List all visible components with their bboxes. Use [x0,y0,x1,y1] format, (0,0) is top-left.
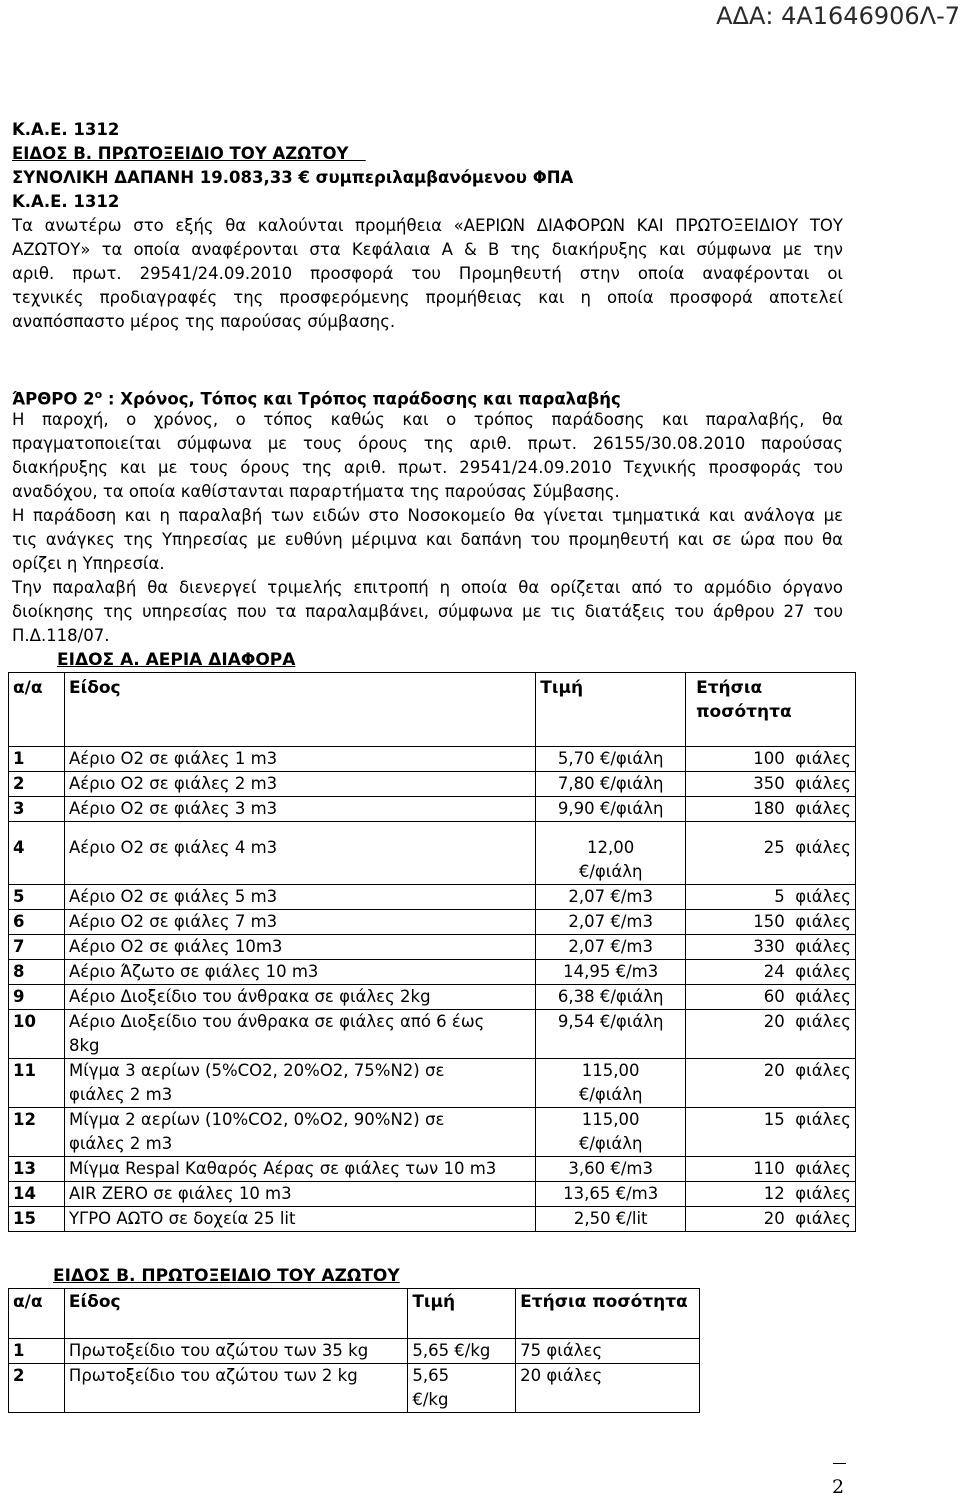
item-price-text-2: €/φιάλη [578,862,643,881]
table-a-row [9,1010,856,1059]
item-name-text: Αέριο Διοξείδιο του άνθρακα σε φιάλες 2kg [68,987,431,1006]
item-price [536,1059,686,1108]
item-qty: 20 φιάλες [516,1364,700,1413]
item-price [408,1364,516,1413]
item-qty [686,985,856,1010]
item-price-text-2: €/φιάλη [578,1085,643,1104]
item-price-text: 9,54 €/φιάλη [557,1012,664,1031]
intro-line-3: αριθ. πρωτ. 29541/24.09.2010 προσφορά του Προμηθευτή στην οποία αναφέρονται οι [12,264,843,283]
table-b-row [9,1339,700,1364]
item-name-text: Αέριο Ο2 σε φιάλες 1 m3 [68,749,278,768]
row-number: 3 [9,797,65,822]
kae-code: Κ.Α.Ε. 1312 [12,120,120,139]
page-number: 2 [832,1476,845,1498]
table-a-header-row [9,673,856,747]
item-qty [686,797,856,822]
item-price [536,1157,686,1182]
table-b-header-row [9,1289,700,1339]
article-line-3: διακήρυξης και με τους όρους της αριθ. πρωτ. 29541/24.09.2010 Τεχνικής προσφοράς του [12,458,843,477]
item-qty-unit: φιάλες [795,1159,851,1178]
item-price-text: 2,50 €/lit [573,1209,648,1228]
item-qty [686,885,856,910]
row-number: 15 [9,1207,65,1232]
item-price [536,1108,686,1157]
item-price [536,1010,686,1059]
item-price-text: 115,00 [581,1110,640,1129]
item-price-text: 5,65 [412,1366,450,1385]
article-line-1: Η παροχή, ο χρόνος, ο τόπος καθώς και ο τρόπος παράδοσης και παραλαβής, θα [12,410,843,429]
table-a-row [9,985,856,1010]
item-qty-value: 100 [753,749,785,768]
item-qty-value: 330 [753,937,785,956]
item-qty [686,960,856,985]
item-price-text: 7,80 €/φιάλη [557,774,664,793]
table-a-row [9,960,856,985]
item-qty-unit: φιάλες [795,774,851,793]
item-price [408,1339,516,1364]
intro-line-4: τεχνικές προδιαγραφές της προσφερόμενης προμήθειας και η οποία προσφορά αποτελεί [12,288,843,307]
item-name-text: Αέριο Ο2 σε φιάλες 7 m3 [68,912,278,931]
document-code: ΑΔΑ: 4Α1646906Λ-7 [716,2,960,30]
item-price-text: 5,65 €/kg [412,1341,491,1360]
item-name [64,822,535,885]
item-price [536,985,686,1010]
item-qty-unit: φιάλες [795,987,851,1006]
item-qty-value: 12 [763,1184,785,1203]
item-name-text: Μίγμα 2 αερίων (10%CO2, 0%O2, 90%N2) σε [68,1110,445,1129]
item-qty-unit: φιάλες [795,912,851,931]
total-expense: ΣΥΝΟΛΙΚΗ ΔΑΠΑΝΗ 19.083,33 € συμπεριλαμβανόμενου ΦΠΑ [12,168,574,187]
item-name [64,797,535,822]
table-a-row [9,910,856,935]
row-number: 5 [9,885,65,910]
item-name-text: ΥΓΡΟ ΑΩΤΟ σε δοχεία 25 lit [68,1209,296,1228]
table-a-row [9,1207,856,1232]
item-name-text-2: 8kg [68,1036,100,1055]
intro-line-5: αναπόσπαστο μέρος της παρούσας σύμβασης. [12,312,396,331]
item-name-text: Αέριο Ο2 σε φιάλες 10m3 [68,937,283,956]
item-name: Πρωτοξείδιο του αζώτου των 35 kg [64,1339,407,1364]
col-aa: α/α [9,1289,65,1339]
item-qty-unit: φιάλες [795,887,851,906]
item-name-text: Μίγμα 3 αερίων (5%CO2, 20%O2, 75%N2) σε [68,1061,445,1080]
item-qty-value: 60 [763,987,785,1006]
row-number: 6 [9,910,65,935]
item-name [64,960,535,985]
col-aa: α/α [9,673,65,747]
item-name-text-2: φιάλες 2 m3 [68,1085,173,1104]
item-price [536,747,686,772]
article-title: ΆΡΘΡΟ $2^o$ : Χρόνος, Τόπος και Τρόπος παράδοσης και παραλαβής [12,388,621,409]
item-name [64,747,535,772]
item-qty-value: 15 [763,1110,785,1129]
item-qty-value: 150 [753,912,785,931]
intro-line-2: ΑΖΩΤΟΥ» τα οποία αναφέρονται στα Κεφάλαια Α & Β της διακήρυξης και σύμφωνα με την [12,240,843,259]
item-qty-unit: φιάλες [795,937,851,956]
row-number: 10 [9,1010,65,1059]
item-qty-unit: φιάλες [795,838,851,857]
table-a-row [9,1059,856,1108]
item-price [536,1182,686,1207]
item-qty [686,935,856,960]
item-name [64,1010,535,1059]
item-qty: 75 φιάλες [516,1339,700,1364]
item-qty-unit: φιάλες [795,1209,851,1228]
col-qty: Ετήσια ποσότητα [516,1289,700,1339]
item-qty [686,747,856,772]
col-eidos: Είδος [64,1289,407,1339]
item-price [536,960,686,985]
item-qty [686,910,856,935]
item-qty-value: 24 [763,962,785,981]
item-name-text: AIR ZERO σε φιάλες 10 m3 [68,1184,292,1203]
row-number: 1 [9,1339,65,1364]
item-qty [686,1182,856,1207]
item-name [64,1108,535,1157]
item-name [64,1059,535,1108]
item-name-text: Αέριο Ο2 σε φιάλες 4 m3 [68,838,278,857]
item-price-text: 13,65 €/m3 [563,1184,659,1203]
eidos-b-title-text: ΕΙΔΟΣ Β. ΠΡΩΤΟΞΕΙΔΙΟ ΤΟΥ ΑΖΩΤΟΥ [12,144,349,163]
article-line-7: ορίζει η Υπηρεσία. [12,554,165,573]
row-number: 1 [9,747,65,772]
row-number: 9 [9,985,65,1010]
item-name-text: Μίγμα Respal Καθαρός Αέρας σε φιάλες των 10 m3 [68,1159,497,1178]
row-number: 4 [9,822,65,885]
item-price [536,885,686,910]
table-a-heading: ΕΙΔΟΣ Α. ΑΕΡΙΑ ΔΙΑΦΟΡΑ [57,650,296,670]
col-timi: Τιμή [408,1289,516,1339]
item-qty-value: 180 [753,799,785,818]
article-line-10: Π.Δ.118/07. [12,626,110,645]
item-price [536,822,686,885]
item-qty-unit: φιάλες [795,1184,851,1203]
item-price [536,935,686,960]
item-qty-unit: φιάλες [795,749,851,768]
item-qty [686,1010,856,1059]
item-qty-value: 25 [763,838,785,857]
item-name-text-2: φιάλες 2 m3 [68,1134,173,1153]
item-price-text: 3,60 €/m3 [568,1159,653,1178]
article-line-5: Η παράδοση και η παραλαβή των ειδών στο Νοσοκομείο θα γίνεται τμηματικά και ανάλογα με [12,506,843,525]
intro-line-1: Τα ανωτέρω στο εξής θα καλούνται προμήθεια «ΑΕΡΙΩΝ ΔΙΑΦΟΡΩΝ ΚΑΙ ΠΡΩΤΟΞΕΙΔΙΟΥ ΤΟΥ [12,216,843,235]
row-number: 13 [9,1157,65,1182]
item-price-text: 2,07 €/m3 [568,912,653,931]
table-b [8,1288,700,1413]
item-qty-value: 20 [763,1012,785,1031]
row-number: 12 [9,1108,65,1157]
item-name: Πρωτοξείδιο του αζώτου των 2 kg [64,1364,407,1413]
item-price-text-2: €/kg [412,1390,449,1409]
item-qty-unit: φιάλες [795,1061,851,1080]
item-qty-value: 5 [774,887,785,906]
table-a-row [9,1182,856,1207]
page-number-rule [833,1463,846,1464]
item-name [64,1207,535,1232]
item-price-text-2: €/φιάλη [578,1134,643,1153]
table-b-row [9,1364,700,1413]
item-qty [686,1059,856,1108]
item-price-text: 5,70 €/φιάλη [557,749,664,768]
item-qty [686,772,856,797]
item-qty-unit: φιάλες [795,1012,851,1031]
item-name [64,772,535,797]
row-number: 2 [9,1364,65,1413]
article-line-9: διοίκησης της υπηρεσίας που τα παραλαμβάνει, σύμφωνα με τις διατάξεις του άρθρου 27 του [12,602,843,621]
table-a-row [9,885,856,910]
row-number: 11 [9,1059,65,1108]
item-qty-value: 350 [753,774,785,793]
item-qty-unit: φιάλες [795,1110,851,1129]
item-qty [686,1157,856,1182]
table-a-row [9,747,856,772]
item-qty [686,1207,856,1232]
item-name [64,885,535,910]
item-price [536,910,686,935]
row-number: 8 [9,960,65,985]
item-name [64,910,535,935]
article-line-6: τις ανάγκες της Υπηρεσίας με ευθύνη μέριμνα και δαπάνη του προμηθευτή και σε ώρα που θα [12,530,843,549]
item-name [64,985,535,1010]
item-price [536,1207,686,1232]
table-a-row [9,822,856,885]
item-name-text: Αέριο Διοξείδιο του άνθρακα σε φιάλες από 6 έως [68,1012,485,1031]
table-a-row [9,1108,856,1157]
col-eidos: Είδος [64,673,535,747]
table-a-row [9,772,856,797]
row-number: 14 [9,1182,65,1207]
item-qty-value: 20 [763,1061,785,1080]
item-price-text: 6,38 €/φιάλη [557,987,664,1006]
row-number: 2 [9,772,65,797]
item-name [64,935,535,960]
item-qty-value: 110 [753,1159,785,1178]
kae-code-2: Κ.Α.Ε. 1312 [12,192,120,211]
col-timi: Τιμή [536,673,686,747]
item-name-text: Αέριο Άζωτο σε φιάλες 10 m3 [68,962,319,981]
table-a-row [9,1157,856,1182]
item-price [536,797,686,822]
table-a [8,672,856,1232]
table-b-heading: ΕΙΔΟΣ Β. ΠΡΩΤΟΞΕΙΔΙΟ ΤΟΥ ΑΖΩΤΟΥ [53,1266,400,1286]
table-a-row [9,935,856,960]
item-price [536,772,686,797]
item-name [64,1182,535,1207]
col-qty: Ετήσια ποσότητα [686,673,856,747]
article-line-8: Την παραλαβή θα διενεργεί τριμελής επιτροπή η οποία θα ορίζεται από το αρμόδιο όργανο [12,578,843,597]
item-qty-unit: φιάλες [795,799,851,818]
item-price-text: 9,90 €/φιάλη [557,799,664,818]
article-line-4: αναδόχου, τα οποία καθίστανται παραρτήματα της παρούσας Σύμβασης. [12,482,620,501]
item-qty [686,1108,856,1157]
item-price-text: 12,00 [587,838,635,857]
item-name-text: Αέριο Ο2 σε φιάλες 5 m3 [68,887,278,906]
eidos-b-title [12,142,366,166]
item-price-text: 2,07 €/m3 [568,937,653,956]
item-qty [686,822,856,885]
item-name-text: Αέριο Ο2 σε φιάλες 2 m3 [68,774,278,793]
item-price-text: 115,00 [581,1061,640,1080]
item-price-text: 14,95 €/m3 [563,962,659,981]
article-line-2: πραγματοποιείται σύμφωνα με τους όρους της αριθ. πρωτ. 26155/30.08.2010 παρούσας [12,434,843,453]
item-qty-value: 20 [763,1209,785,1228]
item-price-text: 2,07 €/m3 [568,887,653,906]
table-a-row [9,797,856,822]
row-number: 7 [9,935,65,960]
item-name-text: Αέριο Ο2 σε φιάλες 3 m3 [68,799,278,818]
item-qty-unit: φιάλες [795,962,851,981]
item-name [64,1157,535,1182]
